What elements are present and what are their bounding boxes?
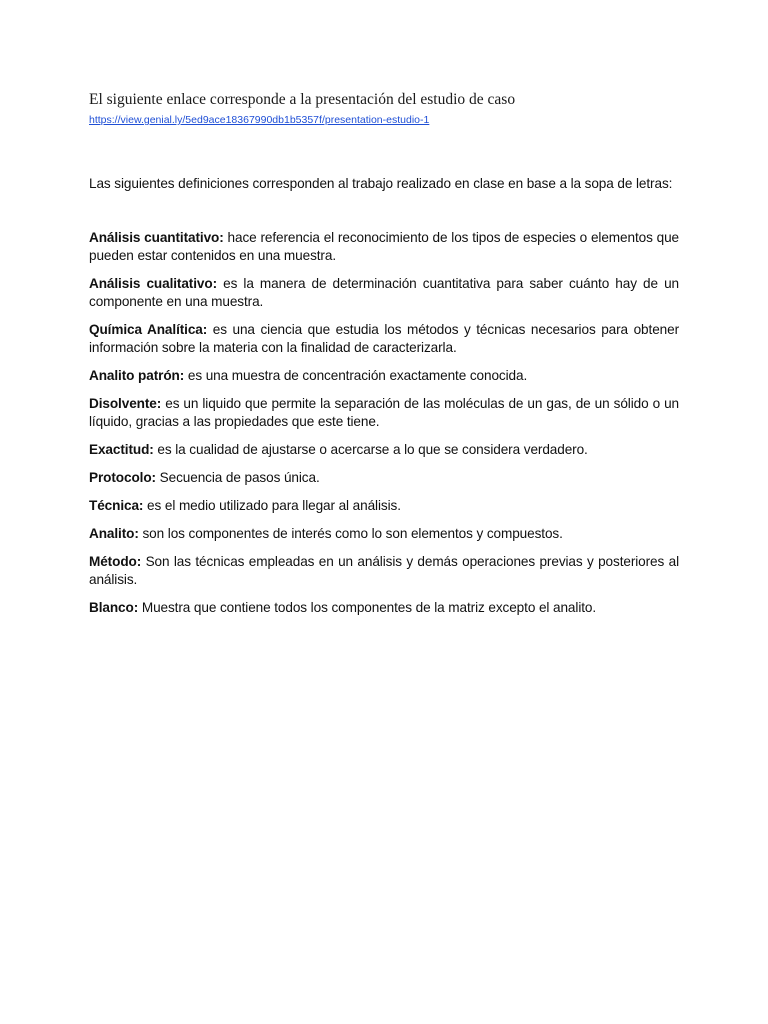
definition-term: Exactitud: <box>89 442 154 457</box>
definition-term: Protocolo: <box>89 470 156 485</box>
definition-term: Analito: <box>89 526 139 541</box>
definitions-lead: Las siguientes definiciones corresponden al trabajo realizado en clase en base a la sopa de letras: <box>89 176 673 191</box>
definitions-list <box>89 229 679 617</box>
definition-item <box>89 525 679 543</box>
definition-item <box>89 441 679 459</box>
definition-text: hace referencia el reconocimiento de los tipos de especies o elementos que pueden estar contenidos en una muestra. <box>89 230 680 263</box>
definition-item <box>89 321 679 357</box>
definition-term: Disolvente: <box>89 396 162 411</box>
definition-text: es la cualidad de ajustarse o acercarse a lo que se considera verdadero. <box>157 442 588 457</box>
presentation-link[interactable]: https://view.genial.ly/5ed9ace18367990db1b5357f/presentation-estudio-1 <box>89 114 430 126</box>
definition-item <box>89 497 679 515</box>
document-page <box>89 90 679 627</box>
definition-item <box>89 599 679 617</box>
definition-term: Analito patrón: <box>89 368 185 383</box>
definition-item <box>89 229 679 265</box>
definition-text: Muestra que contiene todos los componentes de la matriz excepto el analito. <box>141 600 597 615</box>
intro-sentence: El siguiente enlace corresponde a la presentación del estudio de caso <box>89 91 516 108</box>
definition-term: Método: <box>89 554 142 569</box>
definition-item <box>89 553 679 589</box>
definition-text: es una muestra de concentración exactamente conocida. <box>187 368 528 383</box>
definition-text: son los componentes de interés como lo son elementos y compuestos. <box>142 526 563 541</box>
definition-text: es el medio utilizado para llegar al análisis. <box>147 498 401 513</box>
definition-term: Química Analítica: <box>89 322 208 337</box>
definition-text: es una ciencia que estudia los métodos y técnicas necesarios para obtener información sobre la materia con la finalidad de caracterizarla. <box>89 322 680 355</box>
definition-term: Técnica: <box>89 498 144 513</box>
definition-text: es un liquido que permite la separación de las moléculas de un gas, de un sólido o un líquido, gracias a las propiedades que este tiene. <box>89 396 679 429</box>
definition-term: Blanco: <box>89 600 139 615</box>
definition-text: Son las técnicas empleadas en un análisis y demás operaciones previas y posteriores al análisis. <box>89 554 679 587</box>
definition-term: Análisis cualitativo: <box>89 276 218 291</box>
definition-text: es la manera de determinación cuantitativa para saber cuánto hay de un componente en una muestra. <box>89 276 679 309</box>
definition-term: Análisis cuantitativo: <box>89 230 224 245</box>
definition-item <box>89 395 679 431</box>
definition-item <box>89 469 679 487</box>
definition-item <box>89 367 679 385</box>
definition-text: Secuencia de pasos única. <box>159 470 320 485</box>
definition-item <box>89 275 679 311</box>
